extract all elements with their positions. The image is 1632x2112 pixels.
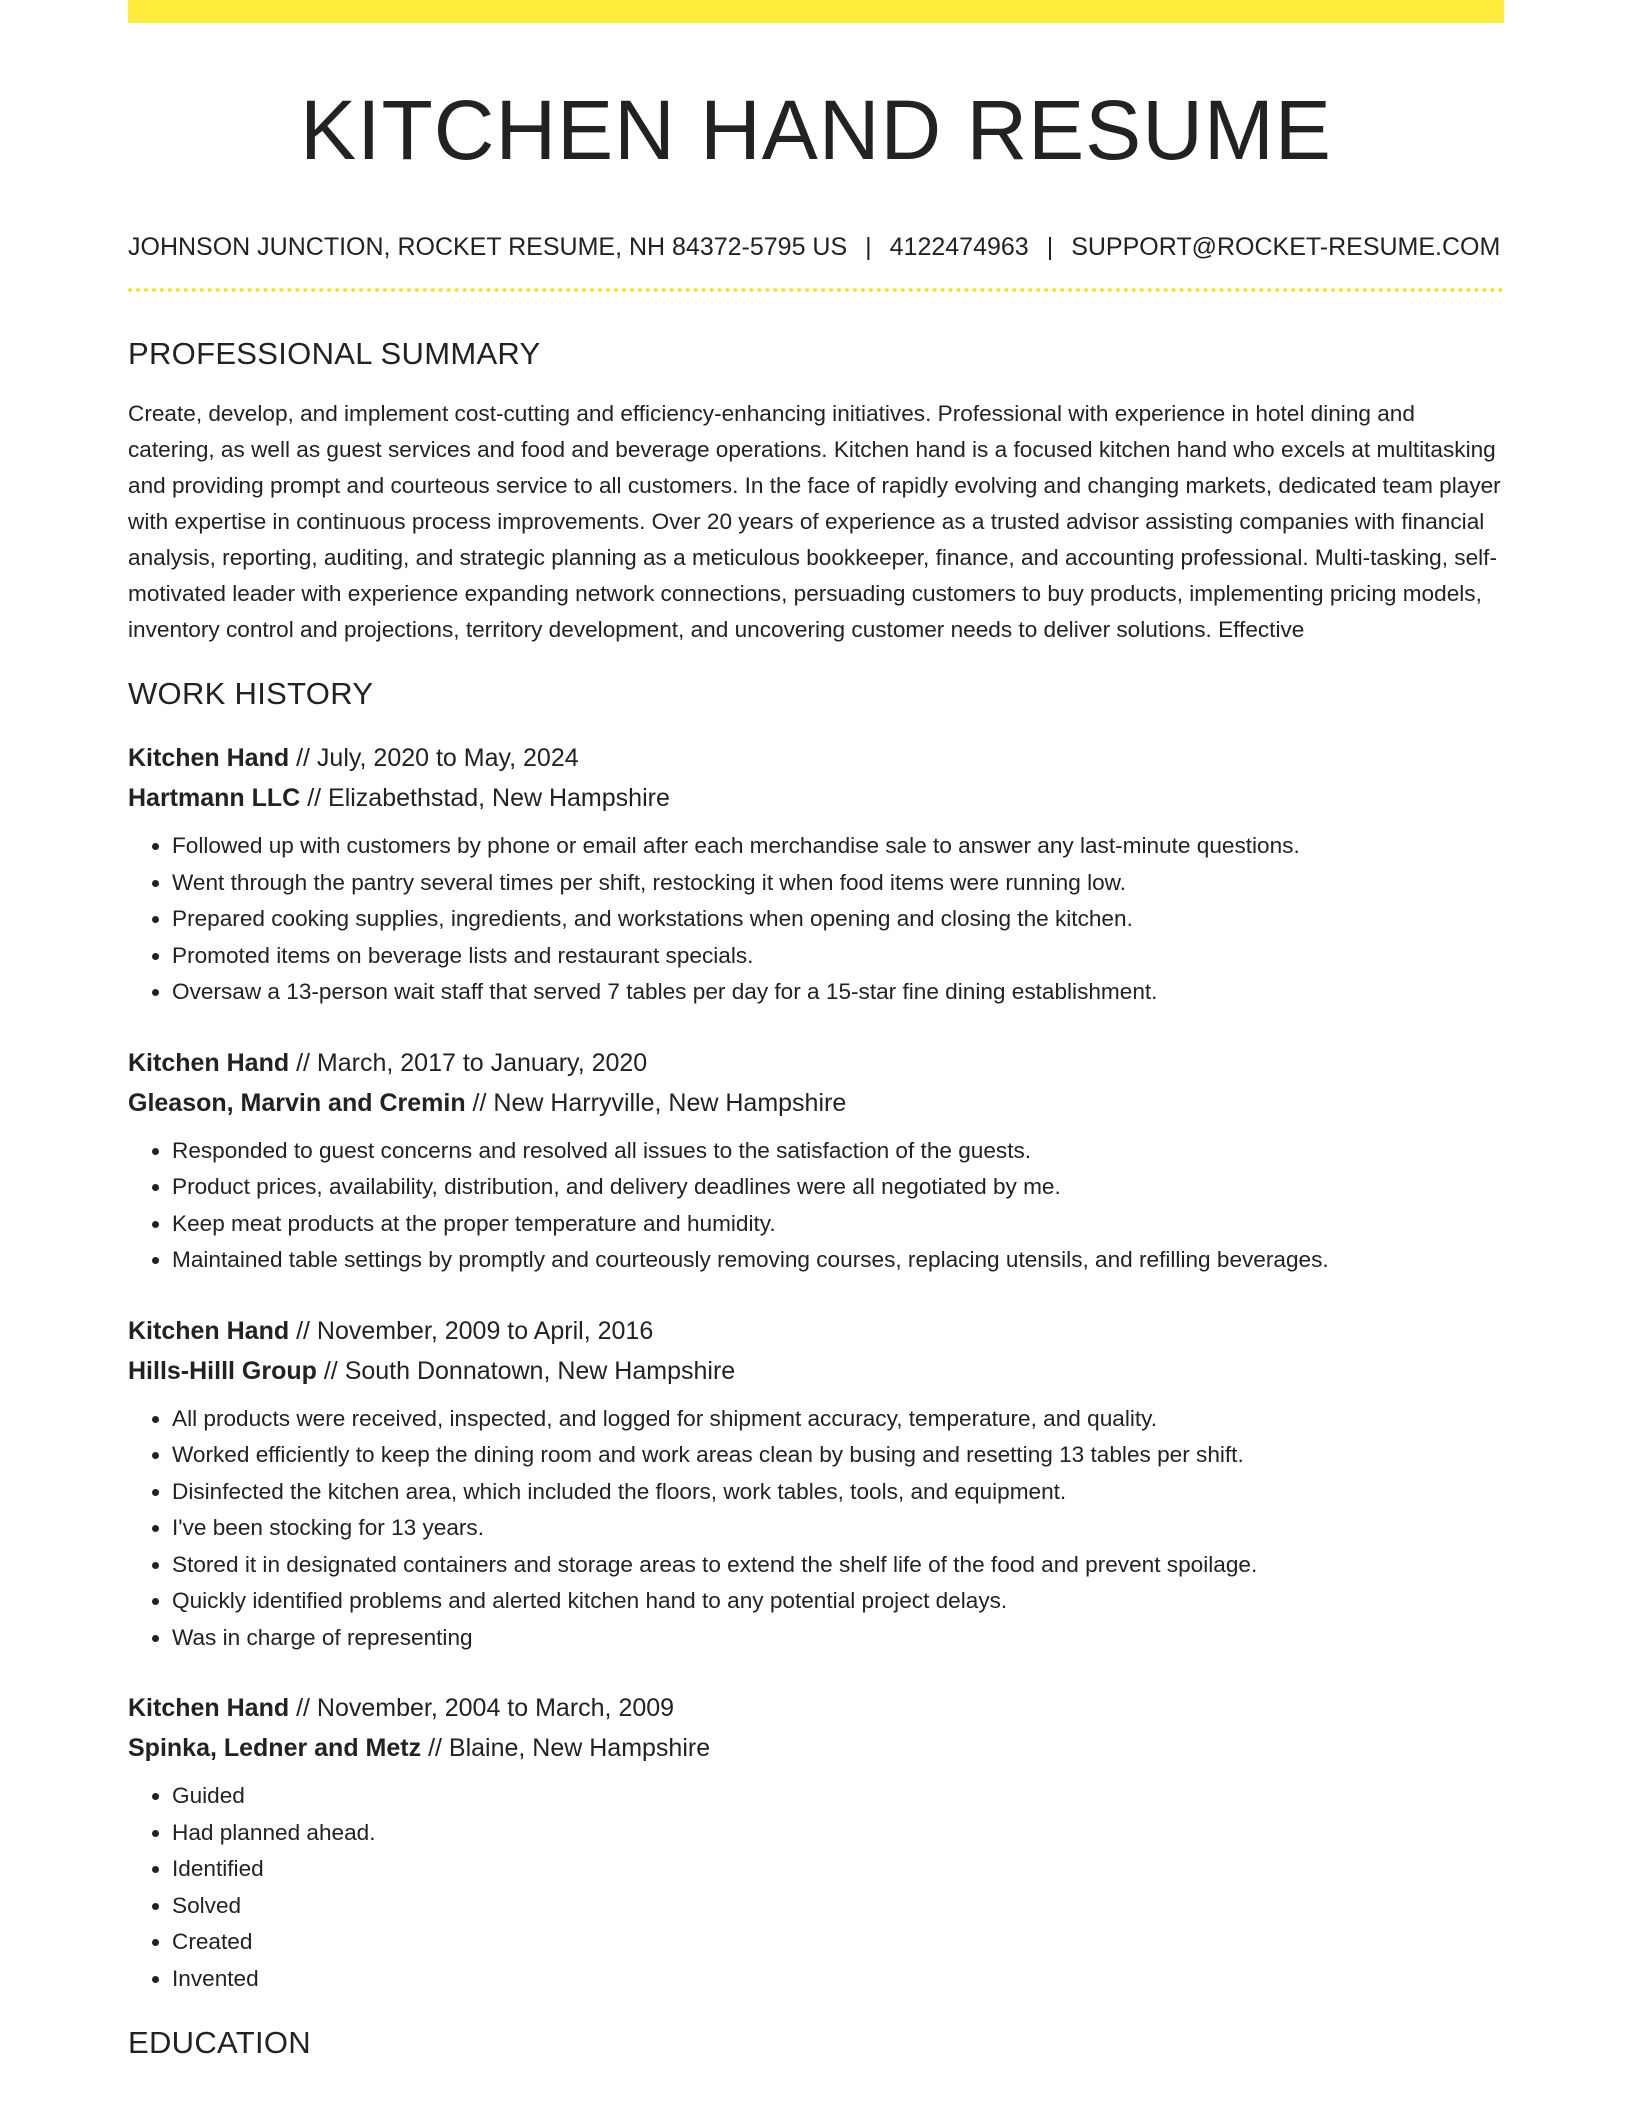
job-bullet-list: [128, 1778, 1504, 1997]
job-dates: // November, 2009 to April, 2016: [296, 1316, 654, 1345]
job-title: Kitchen Hand: [128, 744, 290, 772]
job-dates: // November, 2004 to March, 2009: [296, 1694, 675, 1722]
job-company: Spinka, Ledner and Metz: [128, 1734, 422, 1762]
job-company: Hartmann LLC: [128, 784, 301, 812]
job-title-line: [128, 1688, 1504, 1728]
job-bullet: • Worked efficiently to keep the dining room and work areas clean by busing and resetting 13 tables per shift.: [172, 1437, 1504, 1474]
job-bullet: • Quickly identified problems and alerted kitchen hand to any potential project delays.: [172, 1583, 1504, 1620]
job-bullet: • Guided: [172, 1778, 1504, 1815]
job-bullet: • Identified: [172, 1851, 1504, 1888]
job-bullet-list: [128, 828, 1504, 1011]
job-company-line: [128, 1728, 1504, 1768]
job-bullet: • Was in charge of representing: [172, 1620, 1504, 1657]
job-entry: [128, 1688, 1504, 1997]
job-bullet: • I've been stocking for 13 years.: [172, 1510, 1504, 1547]
job-dates: // March, 2017 to January, 2020: [296, 1048, 648, 1077]
job-company-line: [128, 1083, 1504, 1123]
job-bullet: • All products were received, inspected, and logged for shipment accuracy, temperature, and quality.: [172, 1401, 1504, 1438]
job-bullet-list: [128, 1133, 1504, 1279]
job-bullet: • Created: [172, 1924, 1504, 1961]
job-bullet: • Responded to guest concerns and resolved all issues to the satisfaction of the guests.: [172, 1133, 1504, 1170]
job-bullet: • Oversaw a 13-person wait staff that served 7 tables per day for a 15-star fine dining establishment.: [172, 974, 1504, 1011]
work-history-heading: WORK HISTORY: [128, 676, 374, 711]
job-location: // South Donnatown, New Hampshire: [323, 1356, 736, 1385]
page-title: KITCHEN HAND RESUME: [300, 83, 1332, 177]
contact-separator: |: [1046, 233, 1054, 261]
contact-email: SUPPORT@ROCKET-RESUME.COM: [1071, 233, 1501, 261]
job-title: Kitchen Hand: [128, 1694, 290, 1722]
job-entry: [128, 1043, 1504, 1279]
job-location: // Elizabethstad, New Hampshire: [307, 784, 670, 812]
job-company-line: [128, 778, 1504, 818]
job-bullet: • Invented: [172, 1961, 1504, 1998]
job-title: Kitchen Hand: [128, 1048, 290, 1077]
job-title-line: [128, 1311, 1504, 1351]
contact-separator: |: [865, 233, 872, 261]
job-bullet: • Product prices, availability, distribution, and delivery deadlines were all negotiated by me.: [172, 1169, 1504, 1206]
summary-text: Create, develop, and implement cost-cutting and efficiency-enhancing initiatives. Professional with experience in hotel dining and catering, as well as guest services and food and beverage operations. Kitchen hand is a focused kitchen hand who excels at multitasking and providing prompt and courteous service to all customers. In the face of rapidly evolving and changing markets, dedicated team player with expertise in continuous process improvements. Over 20 years of experience as a trusted advisor assisting companies with financial analysis, reporting, auditing, and strategic planning as a meticulous bookkeeper, finance, and accounting professional. Multi-tasking, self-motivated leader with experience expanding network connections, persuading customers to buy products, implementing pricing models, inventory control and projections, territory development, and uncovering customer needs to deliver solutions. Effective: [128, 401, 1501, 642]
summary-heading: PROFESSIONAL SUMMARY: [128, 336, 541, 371]
job-company-line: [128, 1351, 1504, 1391]
job-location: // New Harryville, New Hampshire: [472, 1088, 847, 1117]
job-bullet: • Maintained table settings by promptly and courteously removing courses, replacing utensils, and refilling beverages.: [172, 1242, 1504, 1279]
job-title-line: [128, 1043, 1504, 1083]
job-entry: [128, 738, 1504, 1011]
dotted-divider: [128, 288, 1504, 292]
job-title: Kitchen Hand: [128, 1316, 290, 1345]
job-entry: [128, 1311, 1504, 1657]
job-bullet: • Had planned ahead.: [172, 1815, 1504, 1852]
job-bullet: • Prepared cooking supplies, ingredients, and workstations when opening and closing the kitchen.: [172, 901, 1504, 938]
job-bullet: • Stored it in designated containers and storage areas to extend the shelf life of the food and prevent spoilage.: [172, 1547, 1504, 1584]
work-history-list: [128, 738, 1504, 1997]
job-bullet: • Went through the pantry several times per shift, restocking it when food items were running low.: [172, 865, 1504, 902]
job-bullet: • Followed up with customers by phone or email after each merchandise sale to answer any last-minute questions.: [172, 828, 1504, 865]
contact-address: JOHNSON JUNCTION, ROCKET RESUME, NH 84372-5795 US: [128, 233, 848, 261]
job-bullet: • Solved: [172, 1888, 1504, 1925]
job-bullet: • Promoted items on beverage lists and restaurant specials.: [172, 938, 1504, 975]
job-bullet-list: [128, 1401, 1504, 1657]
resume-content: [128, 0, 1504, 2063]
job-company: Gleason, Marvin and Cremin: [128, 1088, 466, 1117]
job-dates: // July, 2020 to May, 2024: [296, 744, 579, 772]
contact-phone: 4122474963: [889, 233, 1029, 261]
education-heading: EDUCATION: [128, 2025, 311, 2060]
job-company: Hills-Hilll Group: [128, 1356, 317, 1385]
job-title-line: [128, 738, 1504, 778]
job-bullet: • Keep meat products at the proper temperature and humidity.: [172, 1206, 1504, 1243]
job-location: // Blaine, New Hampshire: [428, 1734, 711, 1762]
job-bullet: • Disinfected the kitchen area, which included the floors, work tables, tools, and equipment.: [172, 1474, 1504, 1511]
contact-line: [128, 232, 1504, 262]
